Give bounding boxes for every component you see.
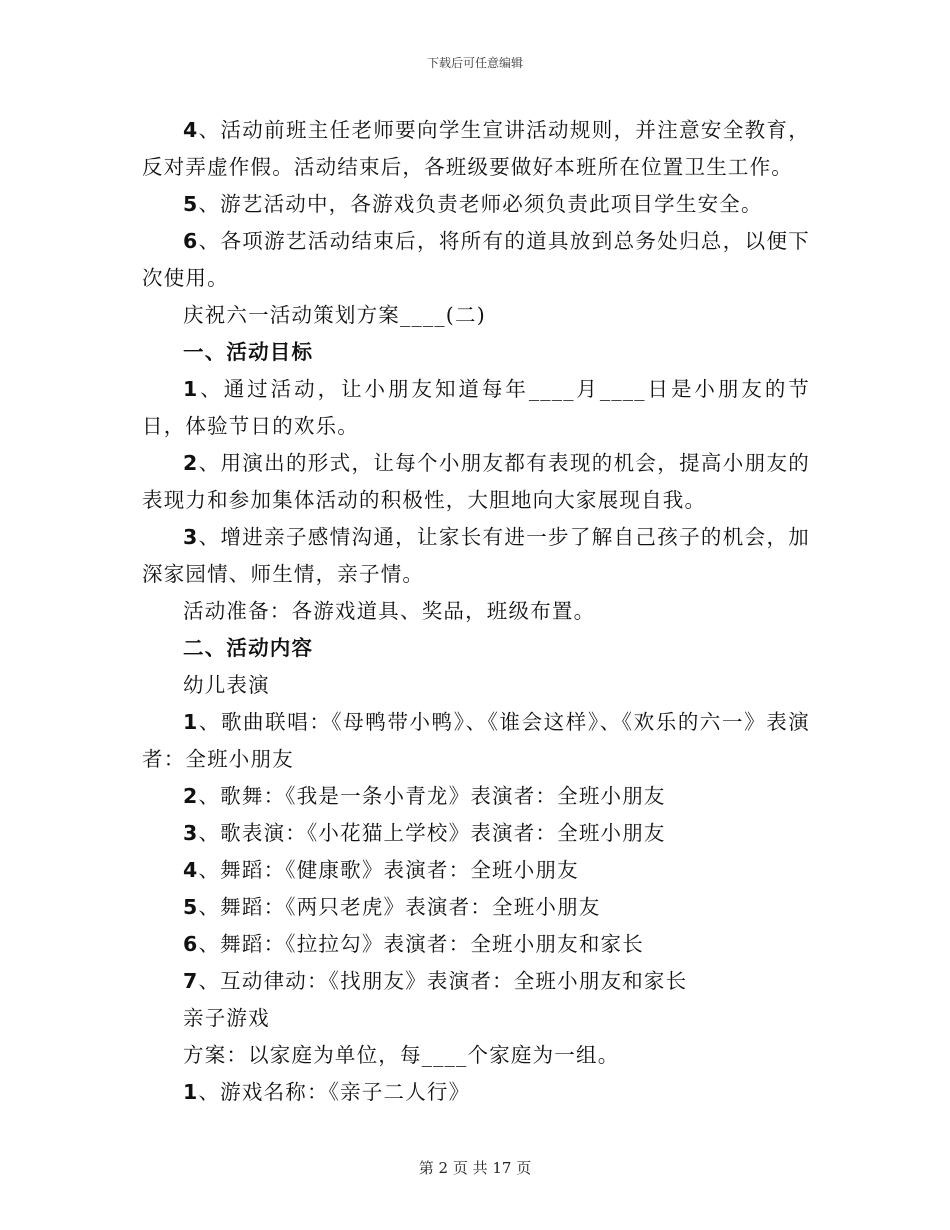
paragraph-text: 、各项游艺活动结束后，将所有的道具放到总务处归总，以便下次使用。 bbox=[142, 229, 810, 290]
paragraph bbox=[142, 371, 810, 445]
paragraph bbox=[142, 593, 810, 630]
list-item bbox=[142, 926, 810, 963]
item-number: 6 bbox=[183, 932, 199, 956]
paragraph-text: 幼儿表演 bbox=[183, 673, 270, 697]
paragraph-text: 方案：以家庭为单位，每____个家庭为一组。 bbox=[183, 1043, 620, 1067]
paragraph-text: 、舞蹈：《两只老虎》表演者：全班小朋友 bbox=[198, 895, 601, 919]
item-number: 5 bbox=[183, 192, 199, 216]
paragraph-text: 、用演出的形式，让每个小朋友都有表现的机会，提高小朋友的表现力和参加集体活动的积极性，大胆地向大家展现自我。 bbox=[142, 451, 810, 512]
page-footer: 第 2 页 共 17 页 bbox=[418, 1159, 532, 1177]
paragraph-text: 、歌表演：《小花猫上学校》表演者：全班小朋友 bbox=[198, 821, 666, 845]
subsection-label bbox=[142, 667, 810, 704]
item-number: 4 bbox=[183, 118, 199, 142]
item-number: 1 bbox=[183, 377, 199, 401]
section-heading bbox=[142, 334, 810, 371]
paragraph-text: 庆祝六一活动策划方案____(二) bbox=[183, 303, 486, 327]
item-number: 1 bbox=[183, 1080, 199, 1104]
section-subtitle bbox=[142, 297, 810, 334]
list-item bbox=[142, 889, 810, 926]
item-number: 4 bbox=[183, 858, 199, 882]
paragraph-text: 、舞蹈：《健康歌》表演者：全班小朋友 bbox=[198, 858, 579, 882]
list-item bbox=[142, 852, 810, 889]
item-number: 5 bbox=[183, 895, 199, 919]
subsection-label bbox=[142, 1000, 810, 1037]
paragraph-text: 、互动律动：《找朋友》表演者：全班小朋友和家长 bbox=[198, 969, 688, 993]
paragraph-text: 亲子游戏 bbox=[183, 1006, 270, 1030]
item-number: 2 bbox=[183, 451, 199, 475]
paragraph-text: 、游艺活动中，各游戏负责老师必须负责此项目学生安全。 bbox=[198, 192, 763, 216]
item-number: 7 bbox=[183, 969, 199, 993]
item-number: 3 bbox=[183, 821, 199, 845]
paragraph-text: 、歌曲联唱：《母鸭带小鸭》、《谁会这样》、《欢乐的六一》表演者：全班小朋友 bbox=[142, 710, 810, 771]
paragraph-text: 活动准备：各游戏道具、奖品，班级布置。 bbox=[183, 599, 596, 623]
paragraph-text: 、活动前班主任老师要向学生宣讲活动规则，并注意安全教育，反对弄虚作假。活动结束后，各班级要做好本班所在位置卫生工作。 bbox=[142, 118, 810, 179]
item-number: 2 bbox=[183, 784, 199, 808]
paragraph bbox=[142, 1037, 810, 1074]
paragraph bbox=[142, 519, 810, 593]
paragraph bbox=[142, 223, 810, 297]
paragraph-text: 、通过活动，让小朋友知道每年____月____日是小朋友的节日，体验节日的欢乐。 bbox=[142, 377, 810, 438]
paragraph-text: 、歌舞：《我是一条小青龙》表演者：全班小朋友 bbox=[198, 784, 666, 808]
item-number: 3 bbox=[183, 525, 199, 549]
list-item bbox=[142, 1074, 810, 1111]
paragraph-text: 、增进亲子感情沟通，让家长有进一步了解自己孩子的机会，加深家园情、师生情，亲子情。 bbox=[142, 525, 810, 586]
paragraph-text: 、游戏名称：《亲子二人行》 bbox=[198, 1080, 471, 1104]
list-item bbox=[142, 815, 810, 852]
paragraph bbox=[142, 186, 810, 223]
heading-text: 一、活动目标 bbox=[183, 340, 314, 364]
paragraph bbox=[142, 112, 810, 186]
list-item bbox=[142, 778, 810, 815]
item-number: 6 bbox=[183, 229, 199, 253]
document-body bbox=[142, 112, 810, 1111]
section-heading bbox=[142, 630, 810, 667]
item-number: 1 bbox=[183, 710, 199, 734]
page-header: 下载后可任意编辑 bbox=[426, 56, 523, 70]
paragraph bbox=[142, 704, 810, 778]
paragraph-text: 、舞蹈：《拉拉勾》表演者：全班小朋友和家长 bbox=[198, 932, 644, 956]
heading-text: 二、活动内容 bbox=[183, 636, 314, 660]
paragraph bbox=[142, 445, 810, 519]
list-item bbox=[142, 963, 810, 1000]
